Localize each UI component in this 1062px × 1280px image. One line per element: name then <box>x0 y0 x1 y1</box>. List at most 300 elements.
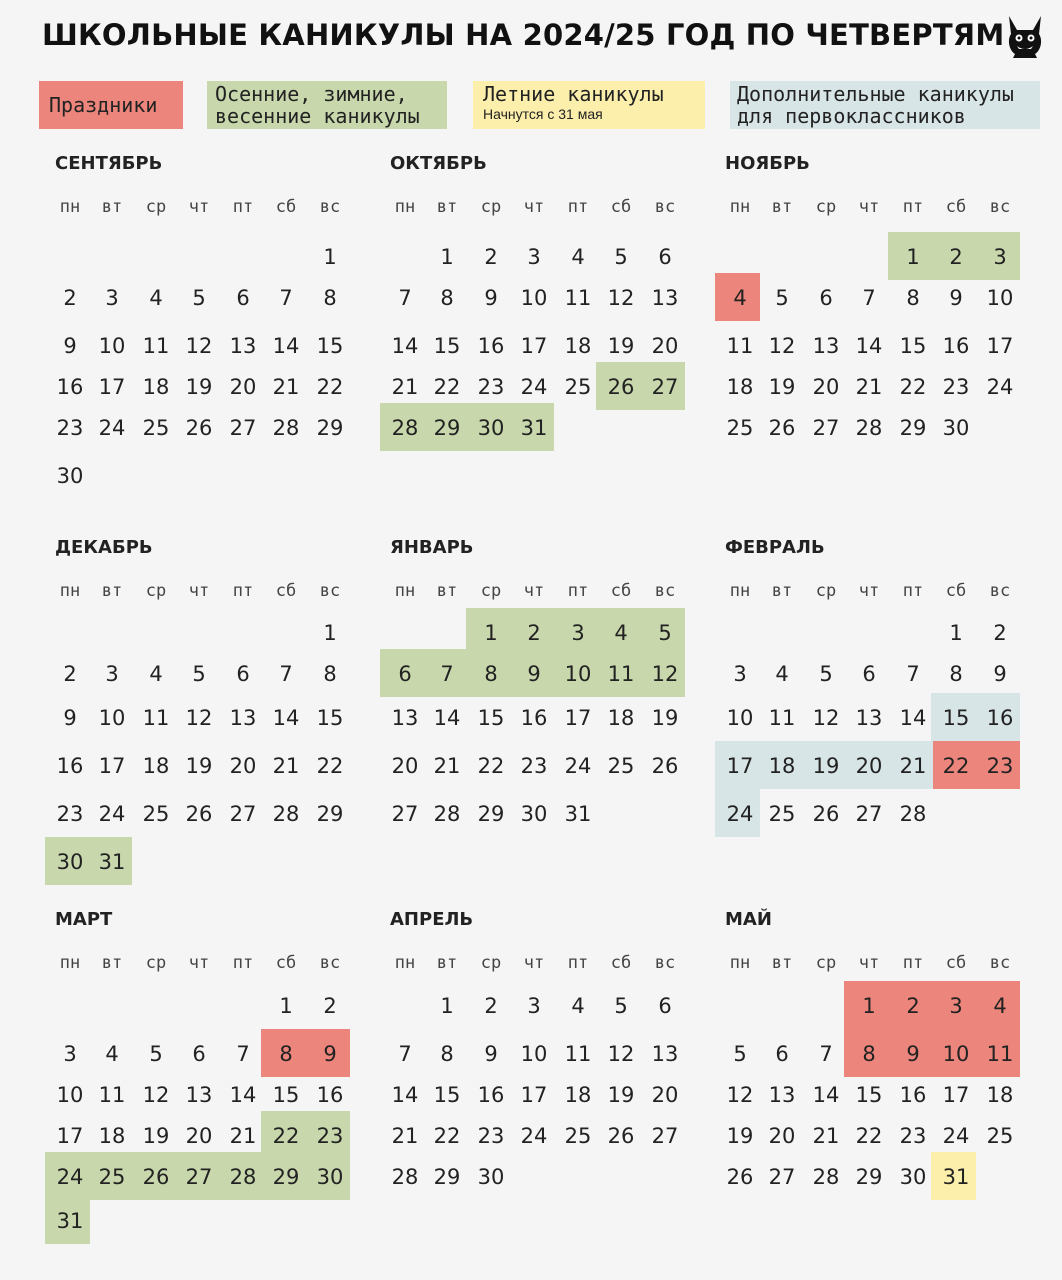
weekday-label: вс <box>319 581 341 601</box>
day-cell: 24 <box>520 375 548 399</box>
day-cell: 25 <box>986 1124 1014 1148</box>
day-cell: 22 <box>433 1124 461 1148</box>
weekday-label: вт <box>771 197 793 217</box>
weekday-label: чт <box>523 953 545 973</box>
weekday-label: вс <box>989 953 1011 973</box>
day-cell: 8 <box>862 1042 876 1066</box>
day-cell: 30 <box>316 1165 344 1189</box>
day-cell: 1 <box>949 621 963 645</box>
day-cell: 24 <box>986 375 1014 399</box>
day-cell: 19 <box>607 1083 635 1107</box>
day-cell: 29 <box>477 802 505 826</box>
day-cell: 2 <box>527 621 541 645</box>
day-cell: 4 <box>149 662 163 686</box>
day-cell: 11 <box>607 662 635 686</box>
weekday-label: сб <box>275 953 297 973</box>
day-cell: 21 <box>812 1124 840 1148</box>
weekday-label: ср <box>480 953 502 973</box>
day-cell: 25 <box>726 416 754 440</box>
month-name: ЯНВАРЬ <box>390 537 474 558</box>
day-cell: 11 <box>564 286 592 310</box>
day-cell: 14 <box>229 1083 257 1107</box>
day-cell: 15 <box>316 334 344 358</box>
day-cell: 30 <box>56 850 84 874</box>
day-cell: 26 <box>607 375 635 399</box>
day-cell: 6 <box>236 662 250 686</box>
day-cell: 1 <box>906 245 920 269</box>
day-cell: 3 <box>527 245 541 269</box>
day-cell: 20 <box>651 334 679 358</box>
day-cell: 30 <box>477 1165 505 1189</box>
day-cell: 19 <box>185 754 213 778</box>
day-cell: 2 <box>484 245 498 269</box>
day-cell: 9 <box>63 706 77 730</box>
day-cell: 26 <box>607 1124 635 1148</box>
day-cell: 16 <box>477 1083 505 1107</box>
day-cell: 22 <box>272 1124 300 1148</box>
day-cell: 4 <box>571 245 585 269</box>
weekday-label: ср <box>815 197 837 217</box>
day-cell: 7 <box>398 286 412 310</box>
weekday-label: вс <box>654 581 676 601</box>
day-cell: 10 <box>520 1042 548 1066</box>
day-cell: 7 <box>398 1042 412 1066</box>
day-cell: 24 <box>520 1124 548 1148</box>
day-cell: 15 <box>433 1083 461 1107</box>
day-cell: 27 <box>651 1124 679 1148</box>
day-cell: 25 <box>142 802 170 826</box>
day-cell: 13 <box>768 1083 796 1107</box>
day-cell: 26 <box>185 416 213 440</box>
day-cell: 28 <box>229 1165 257 1189</box>
day-cell: 15 <box>316 706 344 730</box>
day-cell: 21 <box>229 1124 257 1148</box>
day-cell: 5 <box>192 286 206 310</box>
weekday-label: пн <box>729 953 751 973</box>
day-cell: 29 <box>272 1165 300 1189</box>
day-cell: 9 <box>323 1042 337 1066</box>
day-cell: 9 <box>993 662 1007 686</box>
day-cell: 11 <box>98 1083 126 1107</box>
day-cell: 29 <box>433 416 461 440</box>
day-cell: 16 <box>56 754 84 778</box>
day-cell: 24 <box>564 754 592 778</box>
legend-summer <box>473 81 705 129</box>
weekday-label: ср <box>145 953 167 973</box>
day-cell: 28 <box>855 416 883 440</box>
day-cell: 12 <box>812 706 840 730</box>
day-cell: 17 <box>98 754 126 778</box>
day-cell: 22 <box>316 375 344 399</box>
day-cell: 23 <box>477 375 505 399</box>
day-cell: 10 <box>56 1083 84 1107</box>
weekday-label: пт <box>902 953 924 973</box>
day-cell: 31 <box>564 802 592 826</box>
day-cell: 8 <box>323 286 337 310</box>
day-cell: 23 <box>56 802 84 826</box>
weekday-label: сб <box>275 581 297 601</box>
day-cell: 4 <box>105 1042 119 1066</box>
day-cell: 12 <box>185 334 213 358</box>
day-cell: 1 <box>440 994 454 1018</box>
day-cell: 9 <box>527 662 541 686</box>
day-cell: 8 <box>440 286 454 310</box>
day-cell: 14 <box>899 706 927 730</box>
day-cell: 15 <box>942 706 970 730</box>
weekday-label: пт <box>567 197 589 217</box>
day-cell: 7 <box>236 1042 250 1066</box>
day-cell: 23 <box>316 1124 344 1148</box>
day-cell: 10 <box>726 706 754 730</box>
legend-holidays <box>39 81 183 129</box>
day-cell: 9 <box>484 1042 498 1066</box>
weekday-label: вт <box>101 581 123 601</box>
day-cell: 19 <box>651 706 679 730</box>
day-cell: 4 <box>733 286 747 310</box>
day-cell: 9 <box>949 286 963 310</box>
day-cell: 15 <box>433 334 461 358</box>
day-cell: 1 <box>484 621 498 645</box>
month-name: ОКТЯБРЬ <box>390 153 487 174</box>
day-cell: 6 <box>862 662 876 686</box>
day-cell: 5 <box>614 994 628 1018</box>
day-cell: 16 <box>477 334 505 358</box>
day-cell: 9 <box>484 286 498 310</box>
day-cell: 13 <box>229 706 257 730</box>
day-cell: 20 <box>185 1124 213 1148</box>
day-cell: 22 <box>899 375 927 399</box>
day-cell: 5 <box>775 286 789 310</box>
month-name: ФЕВРАЛЬ <box>725 537 825 558</box>
day-cell: 24 <box>98 802 126 826</box>
weekday-label: ср <box>480 197 502 217</box>
day-cell: 13 <box>185 1083 213 1107</box>
day-cell: 27 <box>391 802 419 826</box>
day-cell: 28 <box>391 416 419 440</box>
weekday-label: пн <box>394 197 416 217</box>
day-cell: 6 <box>775 1042 789 1066</box>
day-cell: 13 <box>229 334 257 358</box>
weekday-label: ср <box>480 581 502 601</box>
day-cell: 8 <box>949 662 963 686</box>
day-cell: 5 <box>614 245 628 269</box>
day-cell: 11 <box>986 1042 1014 1066</box>
day-cell: 8 <box>906 286 920 310</box>
day-cell: 3 <box>527 994 541 1018</box>
day-cell: 8 <box>323 662 337 686</box>
day-cell: 16 <box>520 706 548 730</box>
weekday-label: вт <box>771 581 793 601</box>
day-cell: 8 <box>484 662 498 686</box>
weekday-label: сб <box>945 581 967 601</box>
day-cell: 30 <box>942 416 970 440</box>
day-cell: 27 <box>855 802 883 826</box>
weekday-label: пн <box>59 197 81 217</box>
day-cell: 27 <box>651 375 679 399</box>
day-cell: 19 <box>726 1124 754 1148</box>
day-cell: 10 <box>520 286 548 310</box>
day-cell: 17 <box>98 375 126 399</box>
day-cell: 27 <box>229 802 257 826</box>
legend-vacation-line1: Осенние, зимние, <box>215 82 408 106</box>
day-cell: 2 <box>949 245 963 269</box>
day-cell: 11 <box>142 334 170 358</box>
weekday-label: вс <box>319 197 341 217</box>
day-cell: 6 <box>236 286 250 310</box>
day-cell: 30 <box>56 464 84 488</box>
day-cell: 17 <box>564 706 592 730</box>
weekday-label: пн <box>729 197 751 217</box>
weekday-label: пт <box>902 197 924 217</box>
day-cell: 29 <box>855 1165 883 1189</box>
day-cell: 5 <box>733 1042 747 1066</box>
weekday-label: чт <box>523 581 545 601</box>
day-cell: 7 <box>862 286 876 310</box>
day-cell: 13 <box>391 706 419 730</box>
weekday-label: чт <box>188 953 210 973</box>
day-cell: 27 <box>812 416 840 440</box>
day-cell: 15 <box>477 706 505 730</box>
fox-mascot-icon <box>1003 14 1047 60</box>
day-cell: 29 <box>316 802 344 826</box>
month-name: МАРТ <box>55 909 113 930</box>
day-cell: 15 <box>899 334 927 358</box>
day-cell: 11 <box>142 706 170 730</box>
day-cell: 6 <box>658 245 672 269</box>
weekday-label: пн <box>394 581 416 601</box>
day-cell: 14 <box>855 334 883 358</box>
day-cell: 18 <box>768 754 796 778</box>
day-cell: 4 <box>993 994 1007 1018</box>
day-cell: 24 <box>56 1165 84 1189</box>
day-cell: 18 <box>564 334 592 358</box>
weekday-label: вс <box>989 197 1011 217</box>
day-cell: 14 <box>433 706 461 730</box>
day-cell: 11 <box>768 706 796 730</box>
weekday-label: вт <box>436 953 458 973</box>
day-cell: 12 <box>607 1042 635 1066</box>
day-cell: 28 <box>272 802 300 826</box>
legend-summer-line2: Начнутся с 31 мая <box>483 106 603 122</box>
day-cell: 22 <box>433 375 461 399</box>
weekday-label: чт <box>523 197 545 217</box>
day-cell: 23 <box>942 375 970 399</box>
day-cell: 14 <box>391 1083 419 1107</box>
page-title: ШКОЛЬНЫЕ КАНИКУЛЫ НА 2024/25 ГОД ПО ЧЕТВЕРТЯМ <box>42 18 1005 52</box>
day-cell: 31 <box>942 1165 970 1189</box>
day-cell: 30 <box>520 802 548 826</box>
day-cell: 9 <box>906 1042 920 1066</box>
day-cell: 26 <box>812 802 840 826</box>
day-cell: 6 <box>819 286 833 310</box>
day-cell: 17 <box>942 1083 970 1107</box>
day-cell: 12 <box>185 706 213 730</box>
day-cell: 10 <box>98 706 126 730</box>
day-cell: 1 <box>440 245 454 269</box>
day-cell: 6 <box>192 1042 206 1066</box>
weekday-label: вс <box>989 581 1011 601</box>
day-cell: 10 <box>98 334 126 358</box>
weekday-label: пт <box>232 197 254 217</box>
day-cell: 12 <box>651 662 679 686</box>
day-cell: 25 <box>564 375 592 399</box>
day-cell: 2 <box>63 662 77 686</box>
weekday-label: вс <box>654 953 676 973</box>
day-cell: 26 <box>726 1165 754 1189</box>
weekday-label: пт <box>902 581 924 601</box>
day-cell: 29 <box>433 1165 461 1189</box>
day-cell: 8 <box>440 1042 454 1066</box>
weekday-label: вт <box>101 953 123 973</box>
day-cell: 2 <box>63 286 77 310</box>
day-cell: 24 <box>726 802 754 826</box>
day-cell: 20 <box>229 375 257 399</box>
day-cell: 13 <box>855 706 883 730</box>
day-cell: 12 <box>726 1083 754 1107</box>
day-cell: 21 <box>855 375 883 399</box>
day-cell: 10 <box>564 662 592 686</box>
day-cell: 2 <box>993 621 1007 645</box>
weekday-label: вт <box>436 581 458 601</box>
day-cell: 1 <box>862 994 876 1018</box>
day-cell: 18 <box>98 1124 126 1148</box>
day-cell: 20 <box>391 754 419 778</box>
day-cell: 12 <box>768 334 796 358</box>
day-cell: 13 <box>812 334 840 358</box>
day-cell: 29 <box>316 416 344 440</box>
day-cell: 3 <box>571 621 585 645</box>
day-cell: 29 <box>899 416 927 440</box>
day-cell: 22 <box>316 754 344 778</box>
weekday-label: ср <box>145 581 167 601</box>
day-cell: 15 <box>272 1083 300 1107</box>
day-cell: 30 <box>477 416 505 440</box>
day-cell: 21 <box>433 754 461 778</box>
weekday-label: вт <box>101 197 123 217</box>
day-cell: 18 <box>564 1083 592 1107</box>
legend-holidays-label: Праздники <box>49 93 158 117</box>
day-cell: 2 <box>484 994 498 1018</box>
day-cell: 1 <box>279 994 293 1018</box>
day-cell: 19 <box>142 1124 170 1148</box>
day-cell: 3 <box>63 1042 77 1066</box>
legend-vacation-line2: весенние каникулы <box>215 104 420 128</box>
day-cell: 19 <box>768 375 796 399</box>
weekday-label: вс <box>319 953 341 973</box>
day-cell: 2 <box>323 994 337 1018</box>
day-cell: 21 <box>899 754 927 778</box>
weekday-label: сб <box>945 197 967 217</box>
day-cell: 31 <box>98 850 126 874</box>
day-cell: 15 <box>855 1083 883 1107</box>
day-cell: 13 <box>651 1042 679 1066</box>
day-cell: 26 <box>142 1165 170 1189</box>
day-cell: 6 <box>658 994 672 1018</box>
weekday-label: сб <box>945 953 967 973</box>
weekday-label: пт <box>567 581 589 601</box>
legend-first-grade <box>730 81 1040 129</box>
day-cell: 9 <box>63 334 77 358</box>
weekday-label: чт <box>188 197 210 217</box>
weekday-label: сб <box>610 953 632 973</box>
day-cell: 25 <box>564 1124 592 1148</box>
weekday-label: пн <box>59 953 81 973</box>
day-cell: 23 <box>986 754 1014 778</box>
day-cell: 19 <box>812 754 840 778</box>
day-cell: 17 <box>520 334 548 358</box>
day-cell: 27 <box>768 1165 796 1189</box>
weekday-label: чт <box>858 953 880 973</box>
day-cell: 28 <box>391 1165 419 1189</box>
day-cell: 18 <box>986 1083 1014 1107</box>
day-cell: 18 <box>142 754 170 778</box>
weekday-label: чт <box>858 197 880 217</box>
day-cell: 23 <box>520 754 548 778</box>
day-cell: 14 <box>391 334 419 358</box>
day-cell: 20 <box>812 375 840 399</box>
day-cell: 23 <box>477 1124 505 1148</box>
day-cell: 18 <box>726 375 754 399</box>
day-cell: 17 <box>986 334 1014 358</box>
day-cell: 26 <box>651 754 679 778</box>
day-cell: 11 <box>726 334 754 358</box>
day-cell: 23 <box>56 416 84 440</box>
day-cell: 4 <box>149 286 163 310</box>
day-cell: 1 <box>323 245 337 269</box>
day-cell: 10 <box>942 1042 970 1066</box>
weekday-label: пт <box>232 953 254 973</box>
day-cell: 28 <box>272 416 300 440</box>
day-cell: 16 <box>986 706 1014 730</box>
weekday-label: сб <box>275 197 297 217</box>
day-cell: 16 <box>56 375 84 399</box>
weekday-label: ср <box>145 197 167 217</box>
day-cell: 7 <box>819 1042 833 1066</box>
legend-first-grade-line2: для первоклассников <box>737 104 966 128</box>
weekday-label: вт <box>436 197 458 217</box>
day-cell: 31 <box>520 416 548 440</box>
day-cell: 7 <box>440 662 454 686</box>
day-cell: 30 <box>899 1165 927 1189</box>
day-cell: 26 <box>768 416 796 440</box>
day-cell: 7 <box>279 286 293 310</box>
day-cell: 24 <box>942 1124 970 1148</box>
weekday-label: чт <box>858 581 880 601</box>
weekday-label: вс <box>654 197 676 217</box>
day-cell: 26 <box>185 802 213 826</box>
day-cell: 22 <box>855 1124 883 1148</box>
day-cell: 21 <box>272 375 300 399</box>
weekday-label: пт <box>567 953 589 973</box>
day-cell: 16 <box>316 1083 344 1107</box>
day-cell: 10 <box>986 286 1014 310</box>
weekday-label: сб <box>610 197 632 217</box>
day-cell: 3 <box>105 286 119 310</box>
day-cell: 4 <box>614 621 628 645</box>
day-cell: 18 <box>142 375 170 399</box>
day-cell: 4 <box>775 662 789 686</box>
day-cell: 21 <box>272 754 300 778</box>
day-cell: 19 <box>185 375 213 399</box>
day-cell: 27 <box>185 1165 213 1189</box>
month-name: МАЙ <box>725 909 772 930</box>
day-cell: 20 <box>229 754 257 778</box>
weekday-label: чт <box>188 581 210 601</box>
day-cell: 6 <box>398 662 412 686</box>
day-cell: 23 <box>899 1124 927 1148</box>
day-cell: 3 <box>993 245 1007 269</box>
day-cell: 12 <box>607 286 635 310</box>
